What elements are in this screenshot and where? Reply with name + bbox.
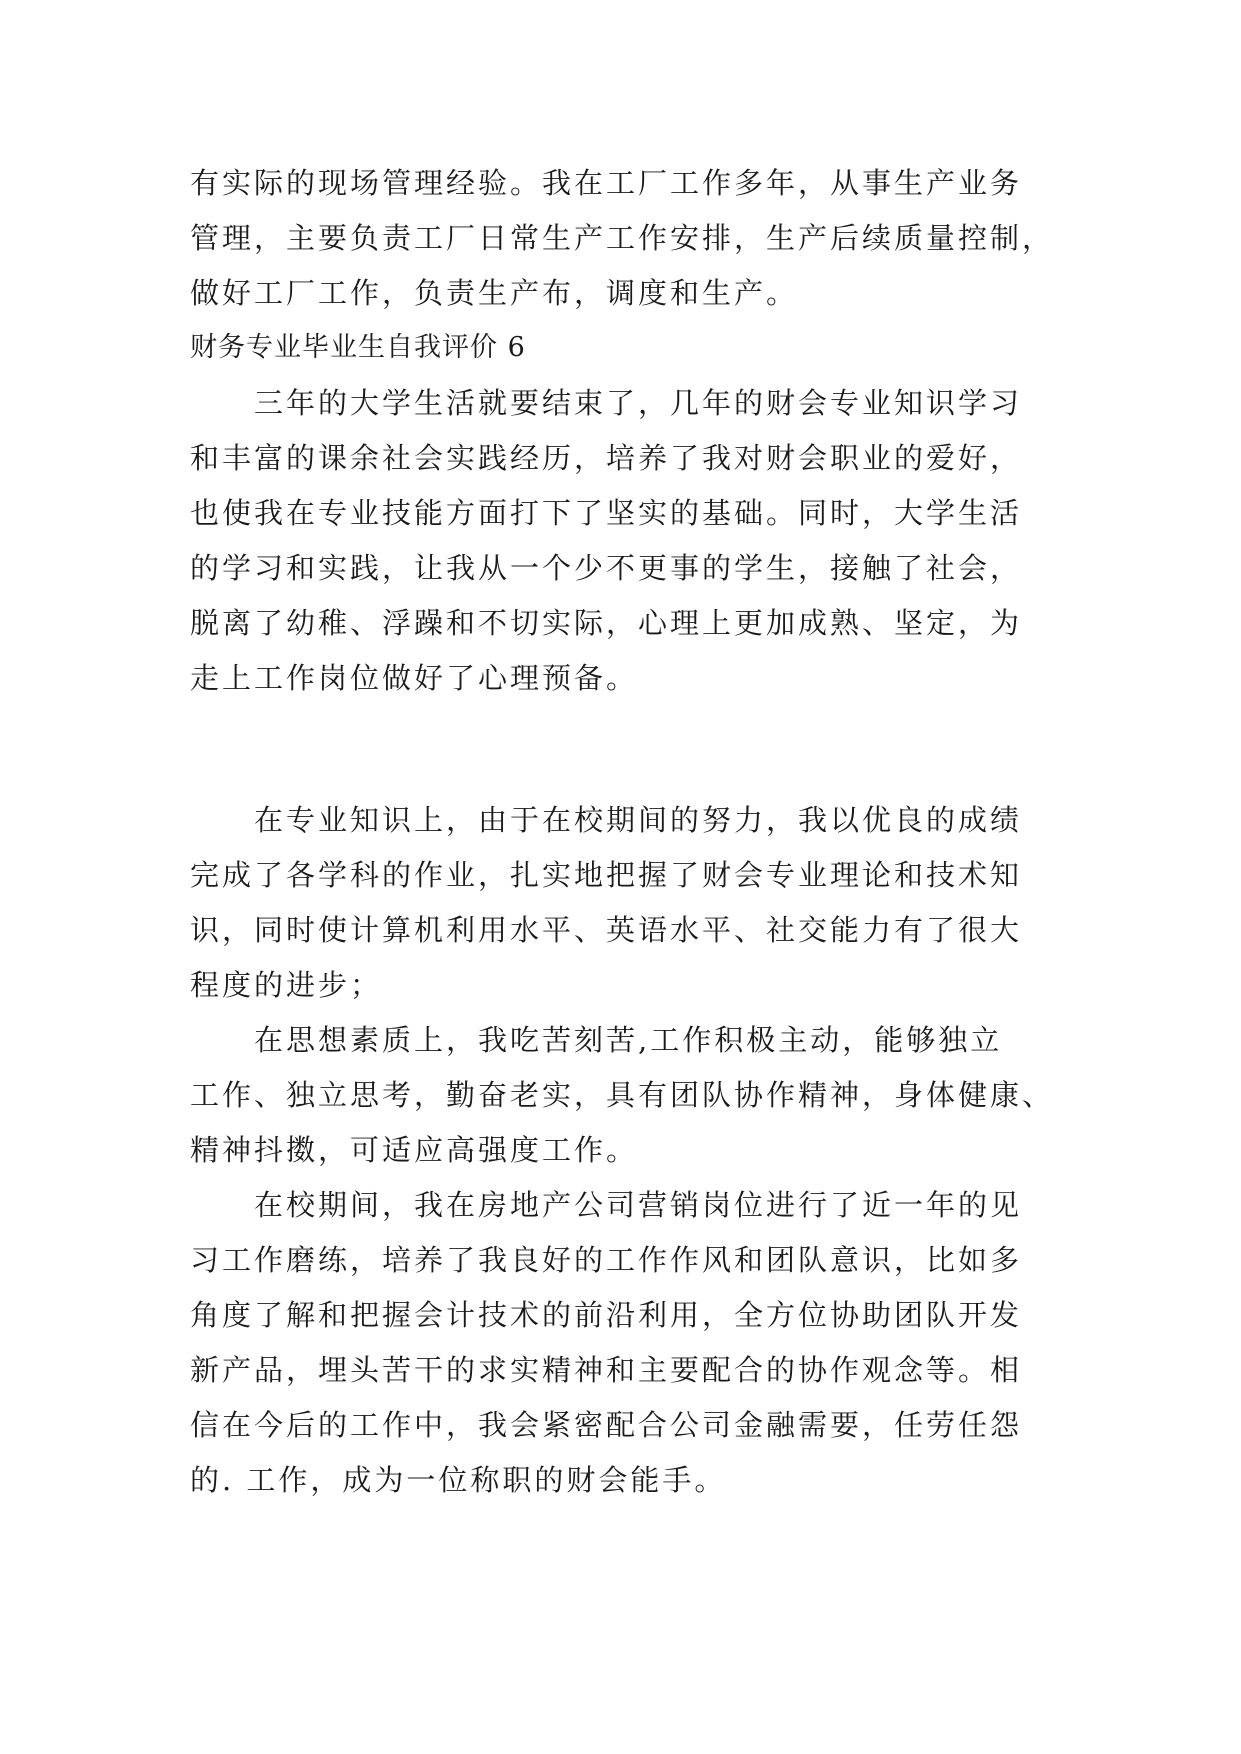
text-line: 管理，主要负责工厂日常生产工作安排，生产后续质量控制， bbox=[190, 221, 1055, 255]
text-line: 脱离了幼稚、浮躁和不切实际，心理上更加成熟、坚定，为 bbox=[190, 606, 1023, 640]
section-heading: 财务专业毕业生自我评价 6 bbox=[190, 332, 526, 363]
text-line: 有实际的现场管理经验。我在工厂工作多年，从事生产业务 bbox=[190, 166, 1023, 200]
text-line: 也使我在专业技能方面打下了坚实的基础。同时，大学生活 bbox=[190, 496, 1023, 530]
text-line: 的学习和实践，让我从一个少不更事的学生，接触了社会， bbox=[190, 551, 1023, 585]
text-line: 精神抖擞，可适应高强度工作。 bbox=[190, 1133, 639, 1167]
text-line: 在思想素质上，我吃苦刻苦,工作积极主动，能够独立 bbox=[254, 1023, 1003, 1057]
text-line: 角度了解和把握会计技术的前沿利用，全方位协助团队开发 bbox=[190, 1298, 1023, 1332]
text-line: 在校期间，我在房地产公司营销岗位进行了近一年的见 bbox=[254, 1188, 1023, 1222]
text-line: 识，同时使计算机利用水平、英语水平、社交能力有了很大 bbox=[190, 913, 1023, 947]
text-line: 习工作磨练，培养了我良好的工作作风和团队意识，比如多 bbox=[190, 1243, 1023, 1277]
text-line: 做好工厂工作，负责生产布，调度和生产。 bbox=[190, 276, 799, 310]
text-line: 程度的进步； bbox=[190, 968, 383, 1002]
text-line: 的. 工作，成为一位称职的财会能手。 bbox=[190, 1463, 727, 1497]
text-line: 三年的大学生活就要结束了，几年的财会专业知识学习 bbox=[254, 386, 1023, 420]
text-line: 完成了各学科的作业，扎实地把握了财会专业理论和技术知 bbox=[190, 858, 1023, 892]
text-line: 在专业知识上，由于在校期间的努力，我以优良的成绩 bbox=[254, 803, 1023, 837]
text-line: 工作、独立思考，勤奋老实，具有团队协作精神，身体健康、 bbox=[190, 1078, 1055, 1112]
text-line: 和丰富的课余社会实践经历，培养了我对财会职业的爱好， bbox=[190, 441, 1023, 475]
text-line: 新产品，埋头苦干的求实精神和主要配合的协作观念等。相 bbox=[190, 1353, 1023, 1387]
text-line: 走上工作岗位做好了心理预备。 bbox=[190, 661, 639, 695]
text-line: 信在今后的工作中，我会紧密配合公司金融需要，任劳任怨 bbox=[190, 1408, 1023, 1442]
